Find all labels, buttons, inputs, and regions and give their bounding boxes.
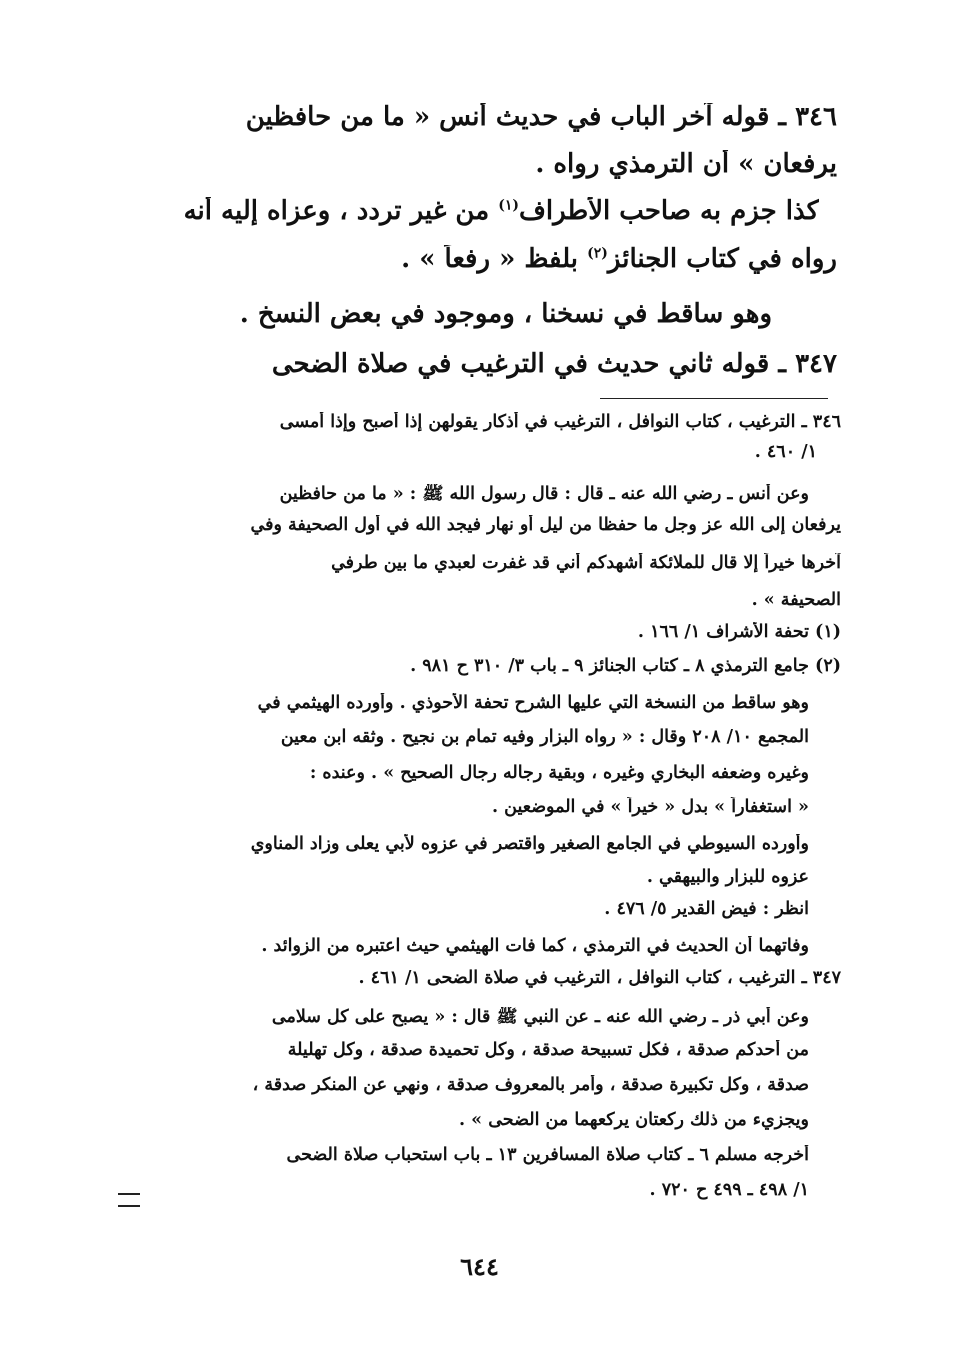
note-line: أخرجه مسلم ٦ ـ كتاب صلاة المسافرين ١٣ ـ باب استحباب صلاة الضحى xyxy=(286,1145,809,1165)
note-line: وغيره وضعفه البخاري وغيره ، وبقية رجاله رجال الصحيح » . وعنده : xyxy=(309,763,809,783)
note-line: وهو ساقط من النسخة التي عليها الشرح تحفة الأحوذي . وأورده الهيثمي في xyxy=(257,693,809,713)
footnote-1: (١) تحفة الأشراف ١/ ١٦٦ . xyxy=(637,622,841,642)
main-line-3 xyxy=(119,197,819,227)
main-line-4-a: رواه في كتاب الجنائز xyxy=(607,245,837,274)
note-line: آخرها خيراً إلا قال للملائكة أشهدكم أني قد غفرت لعبدي ما بين طرفي xyxy=(331,553,841,573)
note-line: صدقة ، وكل تكبيرة صدقة ، وأمر بالمعروف صدقة ، ونهي عن المنكر صدقة ، xyxy=(252,1075,809,1095)
note-line: المجمع ١٠/ ٢٠٨ وقال : « رواه البزار وفيه تمام بن نجيح . وثقه ابن معين xyxy=(280,727,809,747)
note-line: ويجزيء من ذلك ركعتان يركعهما من الضحى » . xyxy=(459,1110,809,1130)
note-line: ٣٤٧ ـ الترغيب ، كتاب النوافل ، الترغيب في صلاة الضحى ١/ ٤٦١ . xyxy=(358,968,841,988)
main-line-4-b: بلفظ « رفعاً » . xyxy=(401,245,588,274)
note-line: ١/ ٤٦٠ . xyxy=(754,442,817,462)
footnote-separator xyxy=(600,398,828,399)
footnote-2: (٢) جامع الترمذي ٨ ـ كتاب الجنائز ٩ ـ باب ٣/ ٣١٠ ح ٩٨١ . xyxy=(410,656,841,676)
note-line: وأورده السيوطي في الجامع الصغير واقتصر في عزوه لأبي يعلى وزاد المناوي xyxy=(250,834,809,854)
note-line: يرفعان إلى الله عز وجل ما حفظا من ليل أو نهار فيجد الله في أول الصحيفة وفي xyxy=(250,515,841,535)
main-line-6: ٣٤٧ ـ قوله ثاني حديث في الترغيب في صلاة الضحى xyxy=(271,350,837,379)
note-line: ٣٤٦ ـ الترغيب ، كتاب النوافل ، الترغيب في أذكار يقولهن إذا أصبح وإذا أمسى xyxy=(279,412,841,432)
note-line: ١/ ٤٩٨ ـ ٤٩٩ ح ٧٢٠ . xyxy=(649,1180,809,1200)
note-line: انظر : فيض القدير ٥/ ٤٧٦ . xyxy=(604,899,809,919)
note-line: عزوه للبزار والبيهقي . xyxy=(646,867,809,887)
main-line-3-b: من غير تردد ، وعزاه إليه أنه xyxy=(183,197,499,226)
note-line: وفاتهما أن الحديث في الترمذي ، كما فات الهيثمي حيث اعتبره من الزوائد . xyxy=(261,936,809,956)
main-line-2: يرفعان » أن الترمذي رواه . xyxy=(535,150,837,179)
main-line-4 xyxy=(137,245,837,275)
main-line-3-a: كذا جزم به صاحب الأطراف xyxy=(518,197,819,226)
footnote-marker-2: (٢) xyxy=(587,245,608,262)
note-line: وعن أنس ـ رضي الله عنه ـ قال : قال رسول الله ﷺ : « ما من حافظين xyxy=(279,484,809,504)
footnote-marker-1: (١) xyxy=(498,197,519,214)
note-line: وعن أبي ذر ـ رضي الله عنه ـ عن النبي ﷺ قال : « يصبح على كل سلامى xyxy=(271,1007,809,1027)
continuation-mark xyxy=(118,1193,140,1207)
page-number: ٦٤٤ xyxy=(460,1252,499,1281)
note-line: الصحيفة » . xyxy=(751,590,841,610)
note-line: من أحدكم صدقة ، فكل تسبيحة صدقة ، وكل تحميدة صدقة ، وكل تهليلة xyxy=(287,1040,809,1060)
main-line-1: ٣٤٦ ـ قوله آخر الباب في حديث أنس « ما من حافظين xyxy=(245,103,837,132)
note-line: « استغفاراً » بدل « خيراً » في الموضعين . xyxy=(491,797,809,817)
main-line-5: وهو ساقط في نسخنا ، وموجود في بعض النسخ . xyxy=(239,300,772,329)
